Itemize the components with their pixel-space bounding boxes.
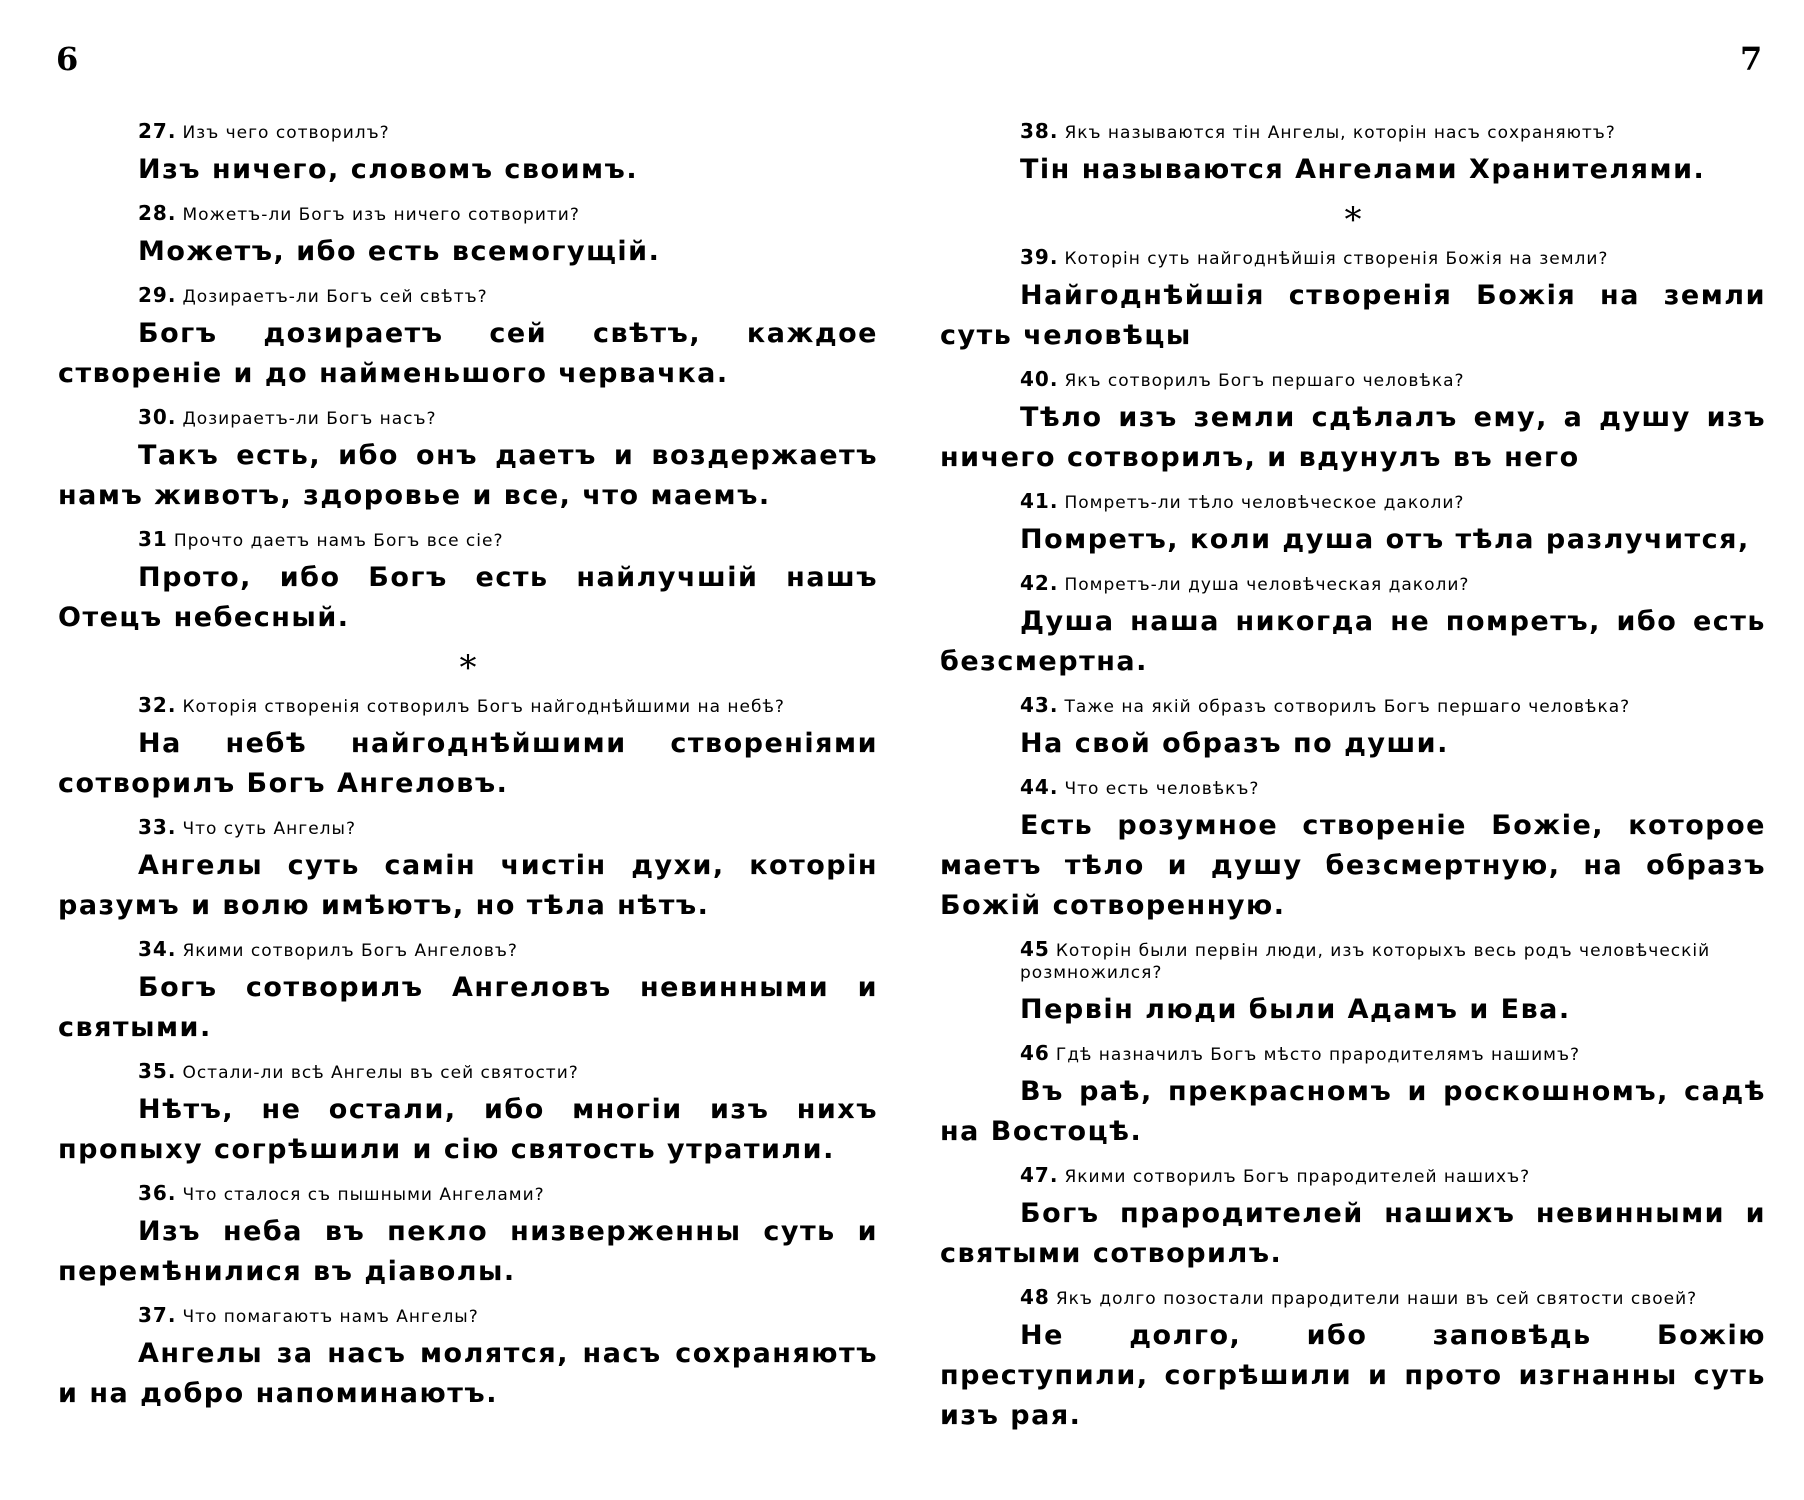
question	[58, 1304, 878, 1328]
answer: Найгоднѣйшія створенія Божія на земли суть человѣцы	[940, 280, 1766, 351]
question-text: Которін суть найгоднѣйшія створенія Божія на земли?	[1064, 249, 1609, 269]
section-separator-star: *	[459, 648, 477, 688]
question	[940, 776, 1766, 800]
qa-item	[58, 816, 878, 926]
answer: Изъ неба въ пекло низверженны суть и перемѣнилися въ діаволы.	[58, 1216, 878, 1287]
question-number: 39.	[1020, 245, 1059, 269]
page-number-left: 6	[56, 40, 79, 78]
answer: Можетъ, ибо есть всемогущій.	[138, 236, 661, 267]
question-number: 42.	[1020, 571, 1059, 595]
question-number: 30.	[138, 405, 177, 429]
question-number: 27.	[138, 119, 177, 143]
question-number: 35.	[138, 1059, 177, 1083]
question	[940, 694, 1766, 718]
answer: Прото, ибо Богъ есть найлучшій нашъ Отецъ небесный.	[58, 562, 878, 633]
qa-item	[940, 572, 1766, 682]
question-number: 29.	[138, 283, 177, 307]
question	[940, 1164, 1766, 1188]
answer: Изъ ничего, словомъ своимъ.	[138, 154, 639, 185]
qa-item	[58, 528, 878, 638]
qa-item	[940, 120, 1766, 190]
question-number: 47.	[1020, 1163, 1059, 1187]
qa-item	[940, 938, 1766, 1030]
question-number: 46	[1020, 1041, 1050, 1065]
question-number: 31	[138, 527, 168, 551]
question-text: Гдѣ назначилъ Богъ мѣсто прародителямъ нашимъ?	[1055, 1045, 1580, 1065]
answer: Помретъ, коли душа отъ тѣла разлучится,	[1020, 524, 1750, 555]
answer: Душа наша никогда не помретъ, ибо есть безсмертна.	[940, 606, 1766, 677]
left-column	[58, 120, 878, 1414]
question-text: Которія створенія сотворилъ Богъ найгоднѣйшими на небѣ?	[182, 697, 785, 717]
question-number: 43.	[1020, 693, 1059, 717]
qa-item	[58, 120, 878, 190]
question-text: Что сталося съ пышными Ангелами?	[182, 1185, 545, 1205]
qa-item	[58, 406, 878, 516]
question-number: 33.	[138, 815, 177, 839]
question-text: Можетъ-ли Богъ изъ ничего сотворити?	[182, 205, 580, 225]
question-text: Что есть человѣкъ?	[1064, 779, 1260, 799]
question	[940, 490, 1766, 514]
left-after-star	[58, 694, 878, 1414]
answer: Есть розумное створеніе Божіе, которое маетъ тѣло и душу безсмертную, на образъ Божій сотворенную.	[940, 810, 1766, 921]
question	[940, 1286, 1766, 1310]
answer: Ангелы за насъ молятся, насъ сохраняютъ и на добро напоминаютъ.	[58, 1338, 878, 1409]
question-text: Якъ долго позостали прародители наши въ сей святости своей?	[1055, 1289, 1698, 1309]
question-text: Таже на якій образъ сотворилъ Богъ першаго человѣка?	[1064, 697, 1631, 717]
question	[58, 1182, 878, 1206]
question-number: 28.	[138, 201, 177, 225]
qa-item	[940, 246, 1766, 356]
question-text: Дозираетъ-ли Богъ насъ?	[182, 409, 437, 429]
question	[58, 120, 878, 144]
question	[940, 368, 1766, 392]
question-number: 37.	[138, 1303, 177, 1327]
answer: Тѣло изъ земли сдѣлалъ ему, а душу изъ ничего сотворилъ, и вдунулъ въ него	[940, 402, 1766, 473]
qa-item	[940, 694, 1766, 764]
page-number-right: 7	[1740, 40, 1763, 78]
question	[940, 938, 1766, 984]
answer: Первін люди были Адамъ и Ева.	[1020, 994, 1571, 1025]
qa-item	[58, 202, 878, 272]
question-text: Якими сотворилъ Богъ Ангеловъ?	[182, 941, 518, 961]
question-number: 32.	[138, 693, 177, 717]
question	[58, 284, 878, 308]
answer: Ангелы суть самін чистін духи, которін разумъ и волю имѣютъ, но тѣла нѣтъ.	[58, 850, 878, 921]
answer: На свой образъ по души.	[1020, 728, 1449, 759]
question-text: Помретъ-ли душа человѣческая даколи?	[1064, 575, 1470, 595]
question	[940, 120, 1766, 144]
question-number: 34.	[138, 937, 177, 961]
question	[58, 528, 878, 552]
answer: Не долго, ибо заповѣдь Божію преступили, согрѣшили и прото изгнанны суть изъ рая.	[940, 1320, 1766, 1431]
question-text: Якъ называются тін Ангелы, которін насъ сохраняютъ?	[1064, 123, 1616, 143]
qa-item	[940, 1164, 1766, 1274]
qa-item	[58, 938, 878, 1048]
qa-item	[58, 1304, 878, 1414]
question	[58, 202, 878, 226]
section-separator-star: *	[1344, 200, 1362, 240]
question	[940, 1042, 1766, 1066]
qa-item	[940, 490, 1766, 560]
qa-item	[940, 776, 1766, 926]
answer: Богъ дозираетъ сей свѣтъ, каждое створеніе и до найменьшого червачка.	[58, 318, 878, 389]
question	[58, 1060, 878, 1084]
question-text: Что суть Ангелы?	[182, 819, 356, 839]
question-text: Изъ чего сотворилъ?	[182, 123, 390, 143]
question-text: Которін были первін люди, изъ которыхъ весь родъ человѣческій розмножился?	[1020, 941, 1711, 983]
qa-item	[58, 284, 878, 394]
question	[940, 246, 1766, 270]
question-number: 41.	[1020, 489, 1059, 513]
qa-item	[58, 694, 878, 804]
answer: Богъ сотворилъ Ангеловъ невинными и святыми.	[58, 972, 878, 1043]
answer: Такъ есть, ибо онъ даетъ и воздержаетъ намъ животъ, здоровье и все, что маемъ.	[58, 440, 878, 511]
question	[58, 694, 878, 718]
question-text: Якъ сотворилъ Богъ першаго человѣка?	[1064, 371, 1465, 391]
question-number: 40.	[1020, 367, 1059, 391]
qa-item	[940, 1042, 1766, 1152]
question-number: 48	[1020, 1285, 1050, 1309]
question	[58, 938, 878, 962]
question	[58, 816, 878, 840]
question-text: Прочто даетъ намъ Богъ все сіе?	[173, 531, 504, 551]
answer: Тін называются Ангелами Хранителями.	[1020, 154, 1706, 185]
left-before-star	[58, 120, 878, 638]
answer: Нѣтъ, не остали, ибо многіи изъ нихъ пропыху согрѣшили и сію святость утратили.	[58, 1094, 878, 1165]
answer: На небѣ найгоднѣйшими створеніями сотворилъ Богъ Ангеловъ.	[58, 728, 878, 799]
qa-item	[940, 368, 1766, 478]
question	[58, 406, 878, 430]
question-number: 45	[1020, 937, 1050, 961]
question-number: 36.	[138, 1181, 177, 1205]
question	[940, 572, 1766, 596]
right-column	[940, 120, 1766, 1436]
answer: Богъ прародителей нашихъ невинными и святыми сотворилъ.	[940, 1198, 1766, 1269]
qa-item	[940, 1286, 1766, 1436]
question-number: 44.	[1020, 775, 1059, 799]
question-text: Дозираетъ-ли Богъ сей свѣтъ?	[182, 287, 488, 307]
qa-item	[58, 1182, 878, 1292]
question-number: 38.	[1020, 119, 1059, 143]
question-text: Что помагаютъ намъ Ангелы?	[182, 1307, 479, 1327]
right-after-star	[940, 246, 1766, 1436]
question-text: Якими сотворилъ Богъ прародителей нашихъ?	[1064, 1167, 1531, 1187]
question-text: Остали-ли всѣ Ангелы въ сей святости?	[182, 1063, 579, 1083]
answer: Въ раѣ, прекрасномъ и роскошномъ, садѣ на Востоцѣ.	[940, 1076, 1766, 1147]
right-before-star	[940, 120, 1766, 190]
question-text: Помретъ-ли тѣло человѣческое даколи?	[1064, 493, 1465, 513]
qa-item	[58, 1060, 878, 1170]
